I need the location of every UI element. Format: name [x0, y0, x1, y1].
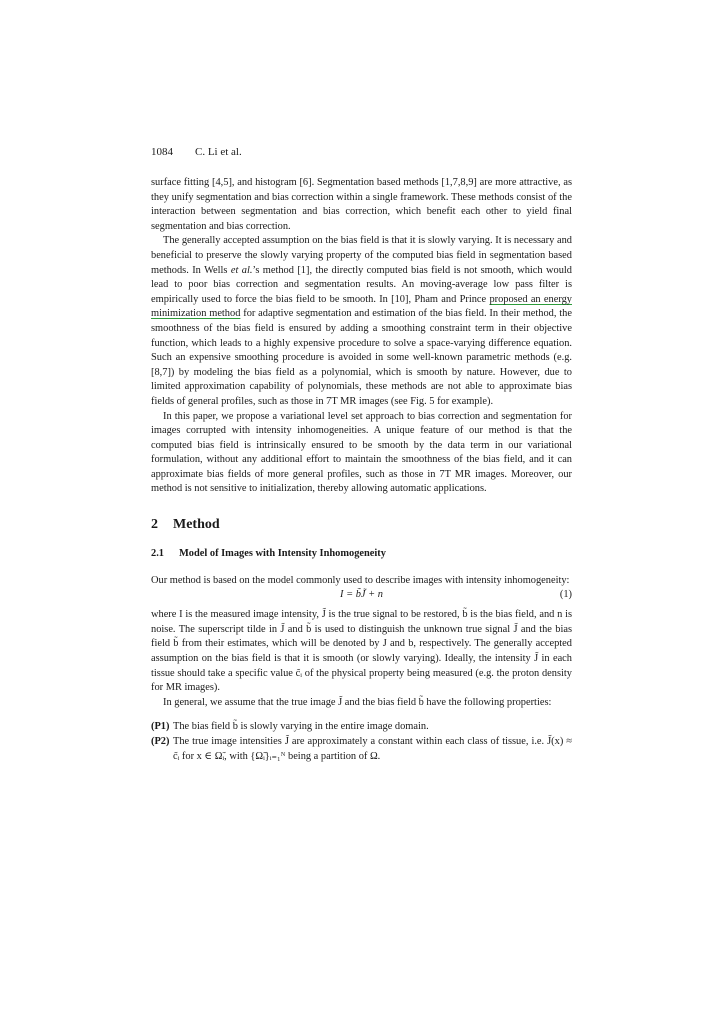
section-title: Method: [173, 517, 220, 533]
equation-1: [151, 588, 572, 604]
property-item: [151, 720, 572, 735]
property-tag: (P1): [151, 721, 170, 733]
section-heading: [151, 517, 572, 533]
running-head: [151, 146, 242, 158]
property-item: [151, 735, 572, 764]
equation-number: (1): [559, 589, 572, 601]
body-text: [151, 176, 572, 764]
et-al: et al.: [230, 264, 253, 276]
paragraph-intro: surface fitting [4,5], and histogram [6]. Segmentation based methods [1,7,8,9] are more attractive, as they unify segmentation and bias correction within a single framework. These methods consist of the interaction between segmentation and bias correction, which benefit each other to yield final segmentation and bias correction.: [151, 177, 572, 232]
property-tag: (P2): [151, 736, 170, 747]
para2-text-1: The generally accepted assumption on the bias field is that it is slowly varying. It is necessary and beneficial to preserve the slowly varying property of the computed bias field in segmentation based methods. In Wells: [151, 235, 572, 276]
paragraph-model-description: where I is the measured image intensity, J̃ is the true signal to be restored, b̃ is the bias field, and n is noise. The superscript tilde in J̃ and b̃ is used to distinguish the unknown true signal J̃ and the bias field b̃ from their estimates, which will be denoted by J and b, respectively. The generally accepted assumption on the bias field is that it is smooth (or slowly varying). Ideally, the intensity J̃ in each tissue should take a specific value c̃ᵢ of the physical property being measured (e.g. the proton density for MR images).: [151, 609, 572, 694]
subsection-heading: [151, 547, 572, 562]
section-number: 2: [151, 517, 158, 533]
property-text: The bias field b̃ is slowly varying in the entire image domain.: [173, 721, 429, 733]
grammar-underlined-phrase: proposed an energy minimization method: [151, 293, 572, 320]
paragraph-bias-assumption: [151, 234, 572, 409]
page-number: 1084: [151, 146, 173, 158]
equation-formula: I = b̃J̃ + n: [340, 589, 383, 601]
subsection-title: Model of Images with Intensity Inhomogeneity: [179, 548, 386, 560]
running-head-authors: C. Li et al.: [195, 146, 242, 158]
para2-text-2: ’s method [1], the directly computed bias field is not smooth, which would lead to poor bias correction and segmentation results. An moving-average low pass filter is empirically used to force the bias field to be smooth. In [10], Pham and Prince: [151, 264, 572, 305]
para2-text-3: for adaptive segmentation and estimation of the bias field. In their method, the smoothness of the bias field is ensured by adding a smoothing constraint term in their objective function, which leads to a highly expensive procedure to solve a space-varying difference equation. Such an expensive smoothing procedure is avoided in some well-known parametric methods (e.g. [8,7]) by modeling the bias field as a polynomial, which is smooth by nature. However, due to limited approximation capability of polynomials, these methods are not able to approximate bias fields of general profiles, such as those in 7T MR images (see Fig. 5 for example).: [151, 308, 572, 407]
paragraph-proposal: In this paper, we propose a variational level set approach to bias correction and segmentation for images corrupted with intensity inhomogeneities. A unique feature of our method is that the computed bias field is intrinsically ensured to be smooth by the data term in our variational formulation, without any additional effort to maintain the smoothness of the bias field, and it can approximate bias fields of more general profiles, such as those in 7T MR images. Moreover, our method is not sensitive to initialization, thereby allowing automatic applications.: [151, 410, 572, 495]
paragraph-properties-intro: In general, we assume that the true image J̃ and the bias field b̃ have the following properties:: [163, 696, 552, 708]
properties-list: [151, 720, 572, 764]
paragraph-model-intro: Our method is based on the model commonly used to describe images with intensity inhomogeneity:: [151, 574, 570, 586]
property-text: The true image intensities J̃ are approximately a constant within each class of tissue, i.e. J̃(x) ≈ c̃ᵢ for x ∈ Ω̃ᵢ, with {Ω̃ᵢ}ᵢ₌₁ᴺ being a partition of Ω.: [173, 736, 572, 762]
subsection-number: 2.1: [151, 548, 164, 560]
